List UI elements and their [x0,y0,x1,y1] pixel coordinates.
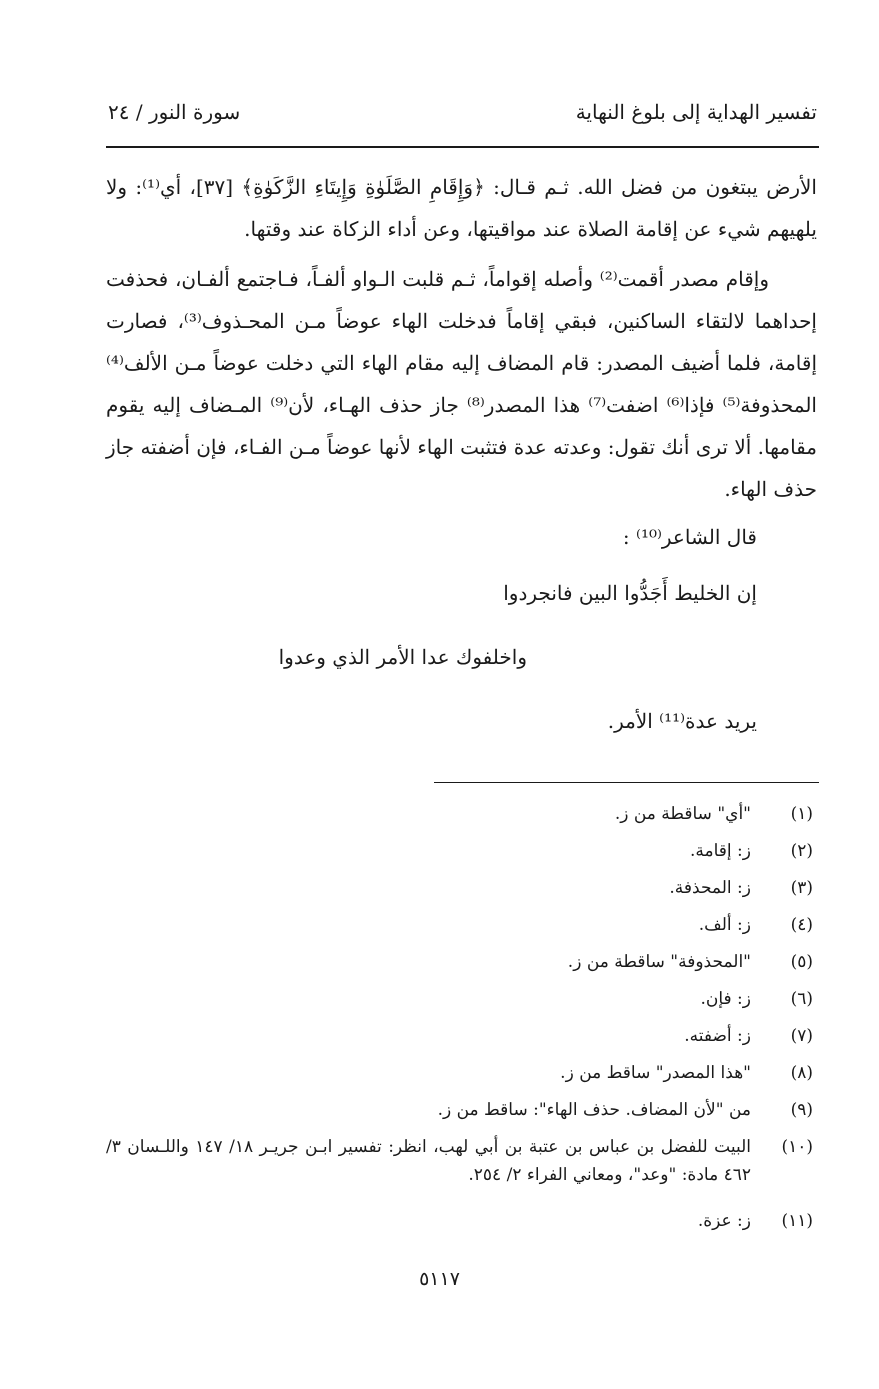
poem-hemistich-2: واخلفوك عدا الأمر الذي وعدوا [278,645,527,669]
footnote-rule [434,782,819,783]
footnote-item [106,1022,817,1059]
footnote-item [106,874,817,911]
footnote-text: ز: فإن. [700,989,751,1009]
header-rule [106,146,819,148]
poem-explanation: يريد عدة⁽¹¹⁾ الأمر. [607,709,757,733]
running-header [108,100,817,136]
footnote-item [106,1059,817,1096]
footnote-item [106,985,817,1022]
footnote-number: (١٠) [781,1137,813,1157]
footnote-item [106,1096,817,1133]
footnote-text: ز: ألف. [698,915,751,935]
footnote-text: ز: إقامة. [690,841,751,861]
book-title: تفسير الهداية إلى بلوغ النهاية [575,100,817,124]
footnote-item [106,800,817,837]
footnote-number: (٩) [790,1100,813,1120]
footnote-text: "أي" ساقطة من ز. [614,804,751,824]
footnote-number: (٣) [790,878,813,898]
footnote-number: (٥) [790,952,813,972]
footnote-item [106,1207,817,1244]
footnote-item [106,948,817,985]
footnote-number: (١) [790,804,813,824]
footnote-text: ز: أضفته. [684,1026,751,1046]
poet-introduction: قال الشاعر⁽¹⁰⁾ : [622,525,757,549]
paragraph-verse-commentary: الأرض يبتغون من فضل الله. ثـم قـال: ﴿وَإِقَامِ الصَّلَوٰةِ وَإِيتَاءِ الزَّكَوٰةِ﴾ [٣٧]، أي⁽¹⁾: ولا يلهيهم شيء عن إقامة الصلاة عند مواقيتها، وعن أداء الزكاة عند وقتها. [106,175,817,241]
footnotes [106,800,817,1244]
footnote-item [106,911,817,948]
footnote-number: (٧) [790,1026,813,1046]
footnote-item [106,837,817,874]
footnote-number: (٢) [790,841,813,861]
footnote-number: (٦) [790,989,813,1009]
footnote-text: "هذا المصدر" ساقط من ز. [560,1063,751,1083]
paragraph-grammar: وإقام مصدر أقمت⁽²⁾ وأصله إقواماً، ثـم قلبت الـواو ألفـاً، فـاجتمع ألفـان، فحذفت إحداهما لالتقاء الساكنين، فبقي إقاماً فدخلت الهاء عوضاً مـن المحـذوف⁽³⁾، فصارت إقامة، فلما أضيف المصدر: قام المضاف إليه مقام الهاء التي دخلت عوضاً مـن الألف⁽⁴⁾ المحذوفة⁽⁵⁾ فإذا⁽⁶⁾ اضفت⁽⁷⁾ هذا المصدر⁽⁸⁾ جاز حذف الهـاء، لأن⁽⁹⁾ المـضاف إليه يقوم مقامها. ألا ترى أنك تقول: وعدته عدة فتثبت الهاء لأنها عوضاً مـن الفـاء، فإن أضفته جاز حذف الهاء. [106,267,817,501]
footnote-number: (٨) [790,1063,813,1083]
poem-hemistich-1: إن الخليط أَجَدُّوا البين فانجردوا [503,581,757,605]
footnote-text: "المحذوفة" ساقطة من ز. [567,952,751,972]
main-text [106,166,817,742]
footnote-number: (٤) [790,915,813,935]
surah-reference: سورة النور / ٢٤ [108,100,241,124]
footnote-text: من "لأن المضاف. حذف الهاء": ساقط من ز. [437,1100,751,1120]
footnote-text: ز: المحذفة. [669,878,751,898]
footnote-text: البيت للفضل بن عباس بن عتبة بن أبي لهب، انظر: تفسير ابـن جريـر ١٨/ ١٤٧ واللـسان ٣/ ٤٦٢ مادة: "وعد"، ومعاني الفراء ٢/ ٢٥٤. [106,1137,752,1185]
footnote-text: ز: عزة. [697,1211,751,1231]
footnote-item [106,1133,817,1207]
footnote-number: (١١) [781,1211,813,1231]
page-number: ٥١١٧ [419,1268,460,1290]
